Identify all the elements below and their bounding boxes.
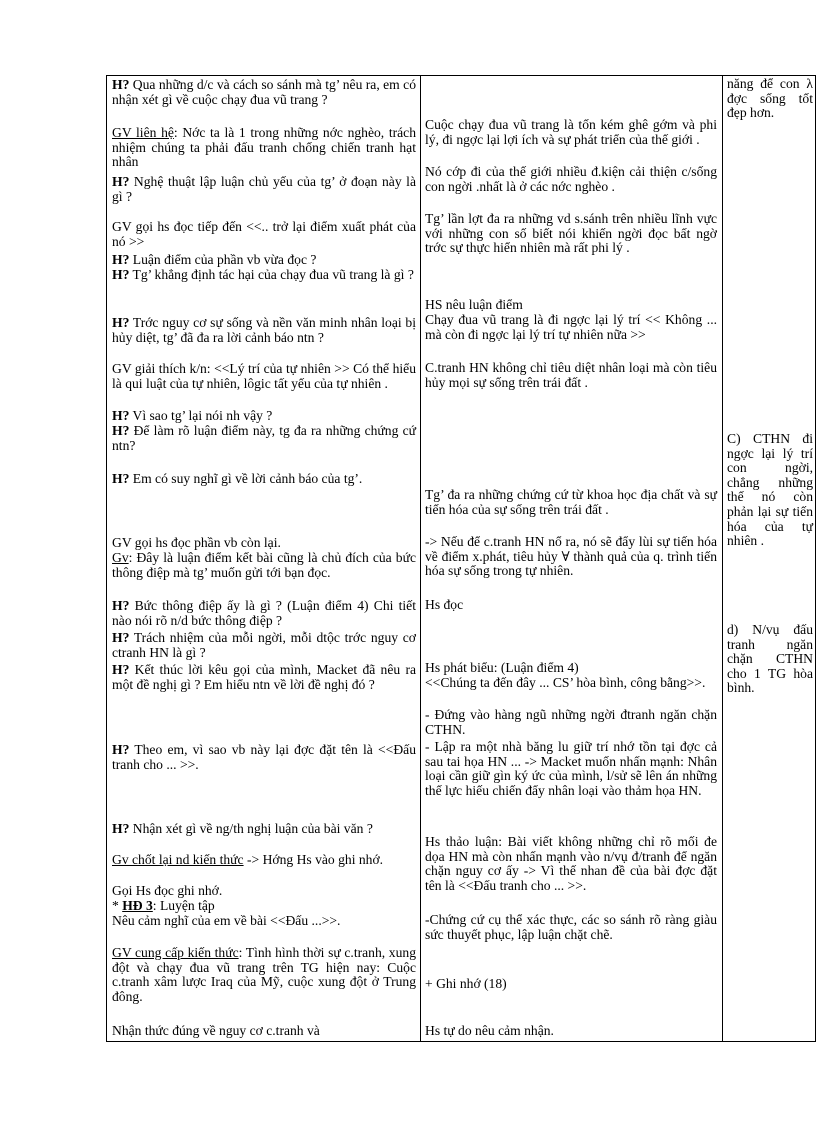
c2-p14: -Chứng cứ cụ thể xác thực, các so sánh rõ ràng giàu sức thuyết phục, lập luận chặt chẽ. xyxy=(425,912,717,942)
c1-p14: H? Trách nhiệm của mỗi ngời, mỗi dtộc trớc nguy cơ ctranh HN là gì ? xyxy=(112,630,416,660)
c2-p1: Nó cớp đi của thế giới nhiều đ.kiện cải thiện c/sống con ngời .nhất là ở các nớc nghèo . xyxy=(425,164,717,194)
c2-p10: <<Chúng ta đến đây ... CS’ hòa bình, công bằng>>. xyxy=(425,675,706,690)
c2-p3: HS nêu luận điểm xyxy=(425,297,523,312)
c1-p11: GV gọi hs đọc phần vb còn lại. xyxy=(112,535,281,550)
c1-p18: Gv chốt lại nd kiến thức -> Hớng Hs vào ghi nhớ. xyxy=(112,852,384,867)
lesson-table xyxy=(106,75,816,1042)
c2-p11: - Đứng vào hàng ngũ những ngời đtranh ngăn chặn CTHN. xyxy=(425,707,717,737)
c1-p23: Nhận thức đúng về nguy cơ c.tranh và xyxy=(112,1023,320,1038)
c1-p5: H? Tg’ khẳng định tác hại của chạy đua vũ trang là gì ? xyxy=(112,267,414,282)
c1-p17: H? Nhận xét gì về ng/th nghị luận của bài văn ? xyxy=(112,821,373,836)
c1-p10: H? Em có suy nghĩ gì về lời cảnh báo của tg’. xyxy=(112,471,363,486)
c2-p2: Tg’ lần lợt đa ra những vd s.sánh trên nhiều lĩnh vực với những con số biết nói khiến ngời đọc bất ngờ trớc sự thực hiển nhiên mà rất phi lý . xyxy=(425,211,717,256)
c3-p1: C) CTHN đi ngợc lại lý trí con ngời, chẳng những thế nó còn phản lại sự tiến hóa của tự nhiên . xyxy=(727,431,813,549)
c1-p2: H? Nghệ thuật lập luận chủ yếu của tg’ ở đoạn này là gì ? xyxy=(112,174,416,204)
c1-p16: H? Theo em, vì sao vb này lại đợc đặt tên là <<Đấu tranh cho ... >>. xyxy=(112,742,416,772)
c2-p9: Hs phát biểu: (Luận điểm 4) xyxy=(425,660,579,675)
c1-p4: H? Luận điểm của phần vb vừa đọc ? xyxy=(112,252,317,267)
c1-p0: H? Qua những d/c và cách so sánh mà tg’ nêu ra, em có nhận xét gì về cuộc chạy đua vũ trang ? xyxy=(112,77,416,107)
teacher-activity-column xyxy=(107,76,421,1041)
c1-p15: H? Kết thúc lời kêu gọi của mình, Macket đã nêu ra một đề nghị gì ? Em hiểu ntn về lời đề nghị đó ? xyxy=(112,662,416,692)
c2-p8: Hs đọc xyxy=(425,597,464,612)
c2-p0: Cuộc chạy đua vũ trang là tốn kém ghê gớm và phi lý, đi ngợc lại lợi ích và sự phát triển của thế giới . xyxy=(425,117,717,147)
c3-p2: d) N/vụ đấu tranh ngăn chặn CTHN cho 1 TG hòa bình. xyxy=(727,622,813,696)
c2-p7: -> Nếu để c.tranh HN nổ ra, nó sẽ đẩy lùi sự tiến hóa về điểm x.phát, tiêu hủy ∀ thành quả của q. trình tiến hóa sự sống trong tự nhiên. xyxy=(425,534,717,579)
student-activity-column xyxy=(421,76,723,1041)
c2-p16: Hs tự do nêu cảm nhận. xyxy=(425,1023,554,1038)
c2-p12: - Lập ra một nhà băng lu giữ trí nhớ tồn tại đợc cả sau tai họa HN ... -> Macket muốn nhấn mạnh: Nhân loại cần giữ gìn ký ức của mình, l/sử sẽ lên án những thế lực hiếu chiến đẩy nhân loại vào thảm họa HN. xyxy=(425,739,717,798)
c1-p12: Gv: Đây là luận điểm kết bài cũng là chủ đích của bức thông điệp mà tg’ muốn gửi tới bạn đọc. xyxy=(112,550,416,580)
content-column xyxy=(723,76,816,1041)
c1-p13: H? Bức thông điệp ấy là gì ? (Luận điểm 4) Chi tiết nào nói rõ n/d bức thông điệp ? xyxy=(112,598,416,628)
c2-p6: Tg’ đa ra những chứng cứ từ khoa học địa chất và sự tiến hóa của sự sống trên trái đất . xyxy=(425,487,717,517)
c3-p0: năng để con λ đợc sống tốt đẹp hơn. xyxy=(727,76,813,121)
c1-p7: GV giải thích k/n: <<Lý trí của tự nhiên >> Có thể hiểu là qui luật của tự nhiên, lôgic tất yếu của tự nhiên . xyxy=(112,361,416,391)
c1-p3: GV gọi hs đọc tiếp đến <<.. trở lại điểm xuất phát của nó >> xyxy=(112,219,416,249)
c1-p8: H? Vì sao tg’ lại nói nh vậy ? xyxy=(112,408,273,423)
c2-p5: C.tranh HN không chỉ tiêu diệt nhân loại mà còn tiêu hủy mọi sự sống trên trái đất . xyxy=(425,360,717,390)
c1-p20: * HĐ 3: Luyện tập xyxy=(112,898,215,913)
c1-p19: Gọi Hs đọc ghi nhớ. xyxy=(112,883,223,898)
c1-p21: Nêu cảm nghĩ của em về bài <<Đấu ...>>. xyxy=(112,913,341,928)
c1-p9: H? Để làm rõ luận điểm này, tg đa ra những chứng cứ ntn? xyxy=(112,423,416,453)
c2-p4: Chạy đua vũ trang là đi ngợc lại lý trí << Không ... mà còn đi ngợc lại lý trí tự nhiên nữa >> xyxy=(425,312,717,342)
c2-p13: Hs thảo luận: Bài viết không những chỉ rõ mối đe dọa HN mà còn nhấn mạnh vào n/vụ đ/tranh để ngăn chặn nguy cơ ấy -> Vì thế nhan đề của bài đợc đặt tên là <<Đấu tranh cho ... >>. xyxy=(425,834,717,893)
c2-p15: + Ghi nhớ (18) xyxy=(425,976,507,991)
c1-p6: H? Trớc nguy cơ sự sống và nền văn minh nhân loại bị hủy diệt, tg’ đã đa ra lời cảnh báo ntn ? xyxy=(112,315,416,345)
c1-p22: GV cung cấp kiến thức: Tình hình thời sự c.tranh, xung đột và chạy đua vũ trang trên TG hiện nay: Cuộc c.tranh xâm lược Iraq của Mỹ, cuộc xung đột ở Trung đông. xyxy=(112,945,416,1004)
c1-p1: GV liên hệ: Nớc ta là 1 trong những nớc nghèo, trách nhiệm chúng ta phải đấu tranh chống chiến tranh hạt nhân xyxy=(112,125,417,170)
